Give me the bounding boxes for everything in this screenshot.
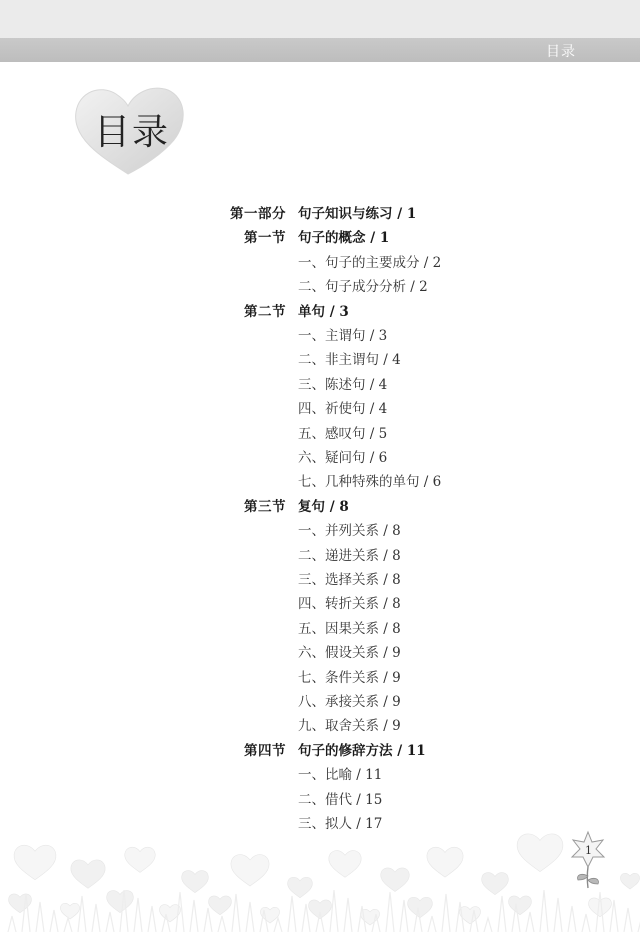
item-title: 六、疑问句 / 6 [298, 450, 388, 466]
toc-item [0, 788, 640, 812]
item-title: 五、因果关系 / 8 [298, 620, 401, 637]
toc-item [0, 373, 640, 397]
toc-item [0, 617, 640, 641]
section-title: 单句 / 3 [298, 303, 349, 320]
toc-item [0, 470, 640, 494]
toc-section [0, 226, 640, 250]
item-title: 六、假设关系 / 9 [298, 645, 401, 662]
item-title: 二、借代 / 15 [298, 791, 383, 808]
item-title: 七、几种特殊的单句 / 6 [298, 474, 442, 491]
item-title: 二、递进关系 / 8 [298, 547, 401, 564]
toc-item [0, 568, 640, 592]
item-title: 二、非主谓句 / 4 [298, 352, 401, 369]
item-title: 八、承接关系 / 9 [298, 694, 401, 710]
page-title: 目录 [94, 112, 171, 153]
toc-item [0, 324, 640, 348]
top-band [0, 0, 640, 38]
title-heart-badge [70, 82, 190, 178]
item-title: 四、祈使句 / 4 [298, 401, 388, 418]
toc-item [0, 641, 640, 665]
section-title: 句子的修辞方法 / 11 [298, 742, 426, 759]
part-title: 句子知识与练习 / 1 [298, 206, 417, 222]
toc-item [0, 446, 640, 470]
item-title: 七、条件关系 / 9 [298, 669, 401, 686]
toc-item [0, 763, 640, 787]
toc-section [0, 739, 640, 763]
item-title: 一、主谓句 / 3 [298, 328, 388, 344]
item-title: 一、并列关系 / 8 [298, 523, 401, 540]
item-title: 一、句子的主要成分 / 2 [298, 254, 442, 271]
item-title: 三、选择关系 / 8 [298, 572, 401, 588]
section-label: 第三节 [244, 498, 286, 515]
toc-part [0, 202, 640, 226]
section-label: 第二节 [244, 303, 286, 320]
item-title: 三、拟人 / 17 [298, 816, 383, 832]
item-title: 一、比喻 / 11 [298, 767, 383, 784]
item-title: 二、句子成分分析 / 2 [298, 279, 428, 296]
toc-item [0, 251, 640, 275]
toc-item [0, 519, 640, 543]
toc-item [0, 275, 640, 299]
header-bar [0, 38, 640, 62]
toc-item [0, 714, 640, 738]
toc-section [0, 300, 640, 324]
part-label: 第一部分 [230, 206, 286, 222]
toc-item [0, 544, 640, 568]
toc-item [0, 422, 640, 446]
section-label: 第四节 [244, 742, 286, 759]
item-title: 五、感叹句 / 5 [298, 425, 388, 442]
toc-item [0, 348, 640, 372]
flower-icon [566, 830, 610, 890]
section-title: 句子的概念 / 1 [298, 230, 390, 247]
toc-item [0, 397, 640, 421]
section-label: 第一节 [244, 230, 286, 247]
footer-hearts-decoration [0, 820, 640, 932]
item-title: 三、陈述句 / 4 [298, 376, 388, 393]
hearts-pattern-icon [0, 820, 640, 932]
header-label: 目录 [546, 44, 576, 60]
item-title: 四、转折关系 / 8 [298, 596, 401, 613]
item-title: 九、取舍关系 / 9 [298, 718, 401, 735]
section-title: 复句 / 8 [298, 498, 349, 515]
page-number-flower [566, 830, 610, 890]
toc-item [0, 666, 640, 690]
toc-item [0, 690, 640, 714]
page-number: 1 [585, 844, 592, 857]
toc-section [0, 495, 640, 519]
toc-item [0, 592, 640, 616]
